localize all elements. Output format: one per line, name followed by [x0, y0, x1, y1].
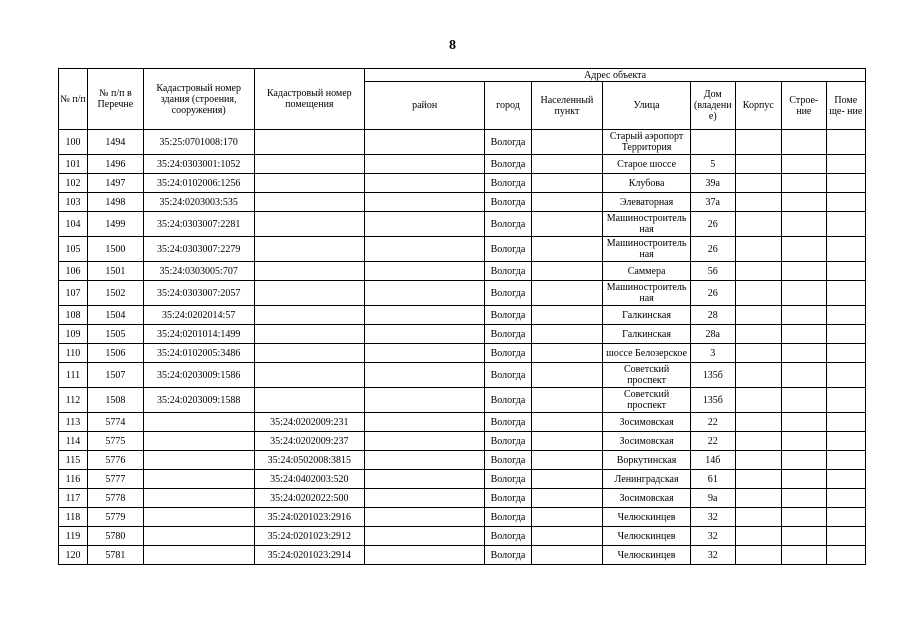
cell-room-cadastral — [254, 212, 365, 237]
header-korpus: Корпус — [735, 82, 782, 130]
cell-list-num: 5778 — [87, 489, 143, 508]
header-street: Улица — [603, 82, 691, 130]
cell-settlement — [531, 470, 602, 489]
cell-building-cadastral: 35:24:0203009:1586 — [143, 363, 254, 388]
cell-house: 32 — [691, 527, 735, 546]
cell-settlement — [531, 363, 602, 388]
cell-room-cadastral: 35:24:0502008:3815 — [254, 451, 365, 470]
cell-house: 5 — [691, 155, 735, 174]
cell-num: 115 — [59, 451, 88, 470]
cell-room-cadastral — [254, 155, 365, 174]
table-row — [59, 262, 866, 281]
table-row — [59, 527, 866, 546]
cell-district — [365, 508, 485, 527]
cell-list-num: 5774 — [87, 413, 143, 432]
cell-list-num: 1502 — [87, 281, 143, 306]
cell-district — [365, 413, 485, 432]
cell-pomeshchenie — [826, 527, 865, 546]
cell-room-cadastral — [254, 306, 365, 325]
cell-room-cadastral — [254, 281, 365, 306]
cell-settlement — [531, 193, 602, 212]
cell-pomeshchenie — [826, 193, 865, 212]
cell-street: Советский проспект — [603, 388, 691, 413]
cell-room-cadastral: 35:24:0202009:237 — [254, 432, 365, 451]
cell-city: Вологда — [485, 193, 532, 212]
header-num: № п/п — [59, 69, 88, 130]
cell-korpus — [735, 470, 782, 489]
cell-room-cadastral — [254, 262, 365, 281]
cell-building-cadastral: 35:24:0303001:1052 — [143, 155, 254, 174]
header-pomeshchenie: Поме ще- ние — [826, 82, 865, 130]
cell-street: Зосимовская — [603, 432, 691, 451]
cell-num: 112 — [59, 388, 88, 413]
cell-korpus — [735, 527, 782, 546]
cell-stroenie — [782, 325, 826, 344]
cell-district — [365, 281, 485, 306]
cell-building-cadastral — [143, 489, 254, 508]
cell-district — [365, 155, 485, 174]
cell-stroenie — [782, 451, 826, 470]
cell-building-cadastral: 35:24:0102006:1256 — [143, 174, 254, 193]
cell-room-cadastral — [254, 237, 365, 262]
cell-street: Саммера — [603, 262, 691, 281]
cell-pomeshchenie — [826, 451, 865, 470]
cell-korpus — [735, 388, 782, 413]
cell-room-cadastral: 35:24:0201023:2914 — [254, 546, 365, 565]
cell-building-cadastral: 35:24:0303007:2279 — [143, 237, 254, 262]
cell-street: Элеваторная — [603, 193, 691, 212]
cell-room-cadastral: 35:24:0201023:2912 — [254, 527, 365, 546]
cell-korpus — [735, 130, 782, 155]
cell-list-num: 5777 — [87, 470, 143, 489]
cell-settlement — [531, 344, 602, 363]
cell-street: Челюскинцев — [603, 508, 691, 527]
cell-city: Вологда — [485, 237, 532, 262]
cell-street: Советский проспект — [603, 363, 691, 388]
cell-stroenie — [782, 344, 826, 363]
cell-num: 113 — [59, 413, 88, 432]
cell-district — [365, 193, 485, 212]
header-address: Адрес объекта — [365, 69, 866, 82]
cell-pomeshchenie — [826, 212, 865, 237]
table-row — [59, 155, 866, 174]
cell-pomeshchenie — [826, 325, 865, 344]
cell-room-cadastral: 35:24:0202022:500 — [254, 489, 365, 508]
cell-city: Вологда — [485, 470, 532, 489]
table-row — [59, 388, 866, 413]
cell-settlement — [531, 451, 602, 470]
cell-settlement — [531, 508, 602, 527]
cell-street: Челюскинцев — [603, 527, 691, 546]
cell-house: 61 — [691, 470, 735, 489]
header-district: район — [365, 82, 485, 130]
cell-street: Зосимовская — [603, 489, 691, 508]
cell-district — [365, 130, 485, 155]
cell-num: 107 — [59, 281, 88, 306]
cell-pomeshchenie — [826, 155, 865, 174]
cell-num: 110 — [59, 344, 88, 363]
cell-korpus — [735, 451, 782, 470]
header-house: Дом (владени е) — [691, 82, 735, 130]
cell-stroenie — [782, 130, 826, 155]
cell-house: 3 — [691, 344, 735, 363]
cell-settlement — [531, 130, 602, 155]
table-body — [59, 130, 866, 565]
cell-district — [365, 470, 485, 489]
table-row — [59, 281, 866, 306]
cell-settlement — [531, 262, 602, 281]
header-list-num: № п/п в Перечне — [87, 69, 143, 130]
cell-city: Вологда — [485, 306, 532, 325]
cell-city: Вологда — [485, 212, 532, 237]
header-settlement: Населенный пункт — [531, 82, 602, 130]
cell-pomeshchenie — [826, 489, 865, 508]
cell-house: 56 — [691, 262, 735, 281]
table-row — [59, 489, 866, 508]
cell-room-cadastral — [254, 174, 365, 193]
table-row — [59, 508, 866, 527]
cell-korpus — [735, 237, 782, 262]
cell-house: 135б — [691, 363, 735, 388]
table-row — [59, 413, 866, 432]
header-city: город — [485, 82, 532, 130]
cell-pomeshchenie — [826, 413, 865, 432]
cell-settlement — [531, 388, 602, 413]
cell-stroenie — [782, 237, 826, 262]
cell-building-cadastral — [143, 432, 254, 451]
cell-pomeshchenie — [826, 237, 865, 262]
cell-pomeshchenie — [826, 546, 865, 565]
cell-house: 135б — [691, 388, 735, 413]
cell-stroenie — [782, 193, 826, 212]
cell-stroenie — [782, 363, 826, 388]
cell-pomeshchenie — [826, 470, 865, 489]
cell-num: 114 — [59, 432, 88, 451]
cell-korpus — [735, 306, 782, 325]
cell-district — [365, 546, 485, 565]
cell-num: 103 — [59, 193, 88, 212]
cell-street: Зосимовская — [603, 413, 691, 432]
cell-list-num: 5779 — [87, 508, 143, 527]
cell-district — [365, 344, 485, 363]
cell-street: Машиностроитель ная — [603, 237, 691, 262]
cell-city: Вологда — [485, 155, 532, 174]
cell-city: Вологда — [485, 130, 532, 155]
cell-room-cadastral — [254, 193, 365, 212]
cell-num: 104 — [59, 212, 88, 237]
cell-list-num: 1494 — [87, 130, 143, 155]
cell-num: 119 — [59, 527, 88, 546]
cell-room-cadastral — [254, 325, 365, 344]
cell-korpus — [735, 193, 782, 212]
cell-korpus — [735, 344, 782, 363]
cell-room-cadastral: 35:24:0402003:520 — [254, 470, 365, 489]
cell-stroenie — [782, 432, 826, 451]
cell-stroenie — [782, 155, 826, 174]
cell-house: 32 — [691, 546, 735, 565]
cell-building-cadastral — [143, 527, 254, 546]
cell-pomeshchenie — [826, 432, 865, 451]
cell-num: 117 — [59, 489, 88, 508]
cell-stroenie — [782, 262, 826, 281]
cell-building-cadastral: 35:24:0201014:1499 — [143, 325, 254, 344]
cell-num: 106 — [59, 262, 88, 281]
cell-korpus — [735, 432, 782, 451]
table-row — [59, 546, 866, 565]
cell-house — [691, 130, 735, 155]
cell-list-num: 1504 — [87, 306, 143, 325]
cell-list-num: 1508 — [87, 388, 143, 413]
cell-korpus — [735, 174, 782, 193]
cell-pomeshchenie — [826, 174, 865, 193]
cell-korpus — [735, 281, 782, 306]
cell-stroenie — [782, 527, 826, 546]
property-registry-table — [58, 68, 866, 565]
cell-list-num: 1507 — [87, 363, 143, 388]
cell-list-num: 1506 — [87, 344, 143, 363]
cell-street: Машиностроитель ная — [603, 281, 691, 306]
cell-house: 28 — [691, 306, 735, 325]
cell-korpus — [735, 363, 782, 388]
cell-pomeshchenie — [826, 388, 865, 413]
cell-settlement — [531, 413, 602, 432]
cell-building-cadastral: 35:24:0203009:1588 — [143, 388, 254, 413]
cell-district — [365, 174, 485, 193]
cell-stroenie — [782, 489, 826, 508]
cell-korpus — [735, 508, 782, 527]
cell-korpus — [735, 212, 782, 237]
cell-pomeshchenie — [826, 281, 865, 306]
cell-settlement — [531, 489, 602, 508]
cell-list-num: 1501 — [87, 262, 143, 281]
cell-district — [365, 527, 485, 546]
cell-street: Галкинская — [603, 306, 691, 325]
cell-list-num: 1505 — [87, 325, 143, 344]
cell-settlement — [531, 527, 602, 546]
cell-settlement — [531, 155, 602, 174]
cell-building-cadastral: 35:24:0303007:2281 — [143, 212, 254, 237]
table-row — [59, 451, 866, 470]
cell-building-cadastral — [143, 470, 254, 489]
cell-room-cadastral: 35:24:0202009:231 — [254, 413, 365, 432]
table-header — [59, 69, 866, 130]
cell-district — [365, 489, 485, 508]
cell-pomeshchenie — [826, 344, 865, 363]
cell-stroenie — [782, 306, 826, 325]
cell-building-cadastral — [143, 413, 254, 432]
cell-house: 26 — [691, 237, 735, 262]
cell-city: Вологда — [485, 281, 532, 306]
cell-building-cadastral — [143, 451, 254, 470]
cell-stroenie — [782, 281, 826, 306]
cell-street: шоссе Белозерское — [603, 344, 691, 363]
cell-list-num: 5781 — [87, 546, 143, 565]
cell-house: 28а — [691, 325, 735, 344]
cell-list-num: 1500 — [87, 237, 143, 262]
cell-street: Галкинская — [603, 325, 691, 344]
cell-pomeshchenie — [826, 363, 865, 388]
cell-settlement — [531, 306, 602, 325]
cell-city: Вологда — [485, 262, 532, 281]
cell-district — [365, 212, 485, 237]
cell-room-cadastral: 35:24:0201023:2916 — [254, 508, 365, 527]
cell-settlement — [531, 212, 602, 237]
cell-num: 120 — [59, 546, 88, 565]
header-building-cadastral: Кадастровый номер здания (строения, сооружения) — [143, 69, 254, 130]
cell-city: Вологда — [485, 432, 532, 451]
cell-city: Вологда — [485, 527, 532, 546]
cell-settlement — [531, 325, 602, 344]
cell-stroenie — [782, 388, 826, 413]
table-row — [59, 174, 866, 193]
cell-city: Вологда — [485, 489, 532, 508]
cell-city: Вологда — [485, 363, 532, 388]
table-row — [59, 432, 866, 451]
cell-house: 22 — [691, 432, 735, 451]
cell-list-num: 1499 — [87, 212, 143, 237]
header-room-cadastral: Кадастровый номер помещения — [254, 69, 365, 130]
cell-district — [365, 432, 485, 451]
cell-street: Машиностроитель ная — [603, 212, 691, 237]
cell-num: 109 — [59, 325, 88, 344]
cell-building-cadastral: 35:24:0303007:2057 — [143, 281, 254, 306]
cell-stroenie — [782, 508, 826, 527]
cell-korpus — [735, 325, 782, 344]
cell-district — [365, 262, 485, 281]
cell-house: 14б — [691, 451, 735, 470]
cell-settlement — [531, 432, 602, 451]
cell-stroenie — [782, 212, 826, 237]
table-row — [59, 363, 866, 388]
cell-city: Вологда — [485, 344, 532, 363]
cell-pomeshchenie — [826, 306, 865, 325]
cell-city: Вологда — [485, 413, 532, 432]
cell-stroenie — [782, 174, 826, 193]
cell-building-cadastral — [143, 508, 254, 527]
cell-korpus — [735, 413, 782, 432]
cell-building-cadastral: 35:25:0701008:170 — [143, 130, 254, 155]
cell-korpus — [735, 489, 782, 508]
cell-pomeshchenie — [826, 130, 865, 155]
table-row — [59, 344, 866, 363]
cell-district — [365, 237, 485, 262]
cell-list-num: 5775 — [87, 432, 143, 451]
cell-num: 105 — [59, 237, 88, 262]
cell-city: Вологда — [485, 325, 532, 344]
cell-building-cadastral: 35:24:0202014:57 — [143, 306, 254, 325]
cell-district — [365, 306, 485, 325]
cell-stroenie — [782, 413, 826, 432]
cell-house: 26 — [691, 212, 735, 237]
cell-street: Ленинградская — [603, 470, 691, 489]
cell-list-num: 5776 — [87, 451, 143, 470]
cell-room-cadastral — [254, 363, 365, 388]
cell-stroenie — [782, 470, 826, 489]
cell-house: 9а — [691, 489, 735, 508]
cell-building-cadastral: 35:24:0203003:535 — [143, 193, 254, 212]
cell-num: 100 — [59, 130, 88, 155]
cell-house: 37а — [691, 193, 735, 212]
cell-city: Вологда — [485, 546, 532, 565]
cell-building-cadastral: 35:24:0303005:707 — [143, 262, 254, 281]
cell-settlement — [531, 237, 602, 262]
cell-district — [365, 363, 485, 388]
cell-num: 118 — [59, 508, 88, 527]
cell-district — [365, 388, 485, 413]
cell-house: 26 — [691, 281, 735, 306]
cell-district — [365, 325, 485, 344]
cell-settlement — [531, 174, 602, 193]
cell-house: 39а — [691, 174, 735, 193]
cell-num: 102 — [59, 174, 88, 193]
cell-street: Воркутинская — [603, 451, 691, 470]
cell-house: 22 — [691, 413, 735, 432]
cell-korpus — [735, 546, 782, 565]
cell-city: Вологда — [485, 451, 532, 470]
cell-pomeshchenie — [826, 508, 865, 527]
cell-district — [365, 451, 485, 470]
cell-street: Старый аэропорт Территория — [603, 130, 691, 155]
cell-list-num: 1497 — [87, 174, 143, 193]
table-row — [59, 306, 866, 325]
table-row — [59, 237, 866, 262]
table-row — [59, 325, 866, 344]
cell-street: Клубова — [603, 174, 691, 193]
table-row — [59, 193, 866, 212]
cell-num: 116 — [59, 470, 88, 489]
cell-city: Вологда — [485, 508, 532, 527]
page-number: 8 — [449, 38, 456, 53]
table-row — [59, 212, 866, 237]
cell-street: Старое шоссе — [603, 155, 691, 174]
cell-num: 108 — [59, 306, 88, 325]
table-row — [59, 470, 866, 489]
cell-num: 111 — [59, 363, 88, 388]
cell-korpus — [735, 262, 782, 281]
cell-street: Челюскинцев — [603, 546, 691, 565]
table-row — [59, 130, 866, 155]
cell-city: Вологда — [485, 388, 532, 413]
cell-pomeshchenie — [826, 262, 865, 281]
cell-building-cadastral — [143, 546, 254, 565]
cell-house: 32 — [691, 508, 735, 527]
cell-list-num: 5780 — [87, 527, 143, 546]
cell-room-cadastral — [254, 388, 365, 413]
cell-list-num: 1498 — [87, 193, 143, 212]
cell-room-cadastral — [254, 344, 365, 363]
cell-korpus — [735, 155, 782, 174]
cell-settlement — [531, 281, 602, 306]
cell-city: Вологда — [485, 174, 532, 193]
header-stroenie: Строе- ние — [782, 82, 826, 130]
cell-building-cadastral: 35:24:0102005:3486 — [143, 344, 254, 363]
cell-room-cadastral — [254, 130, 365, 155]
cell-list-num: 1496 — [87, 155, 143, 174]
cell-num: 101 — [59, 155, 88, 174]
cell-stroenie — [782, 546, 826, 565]
cell-settlement — [531, 546, 602, 565]
